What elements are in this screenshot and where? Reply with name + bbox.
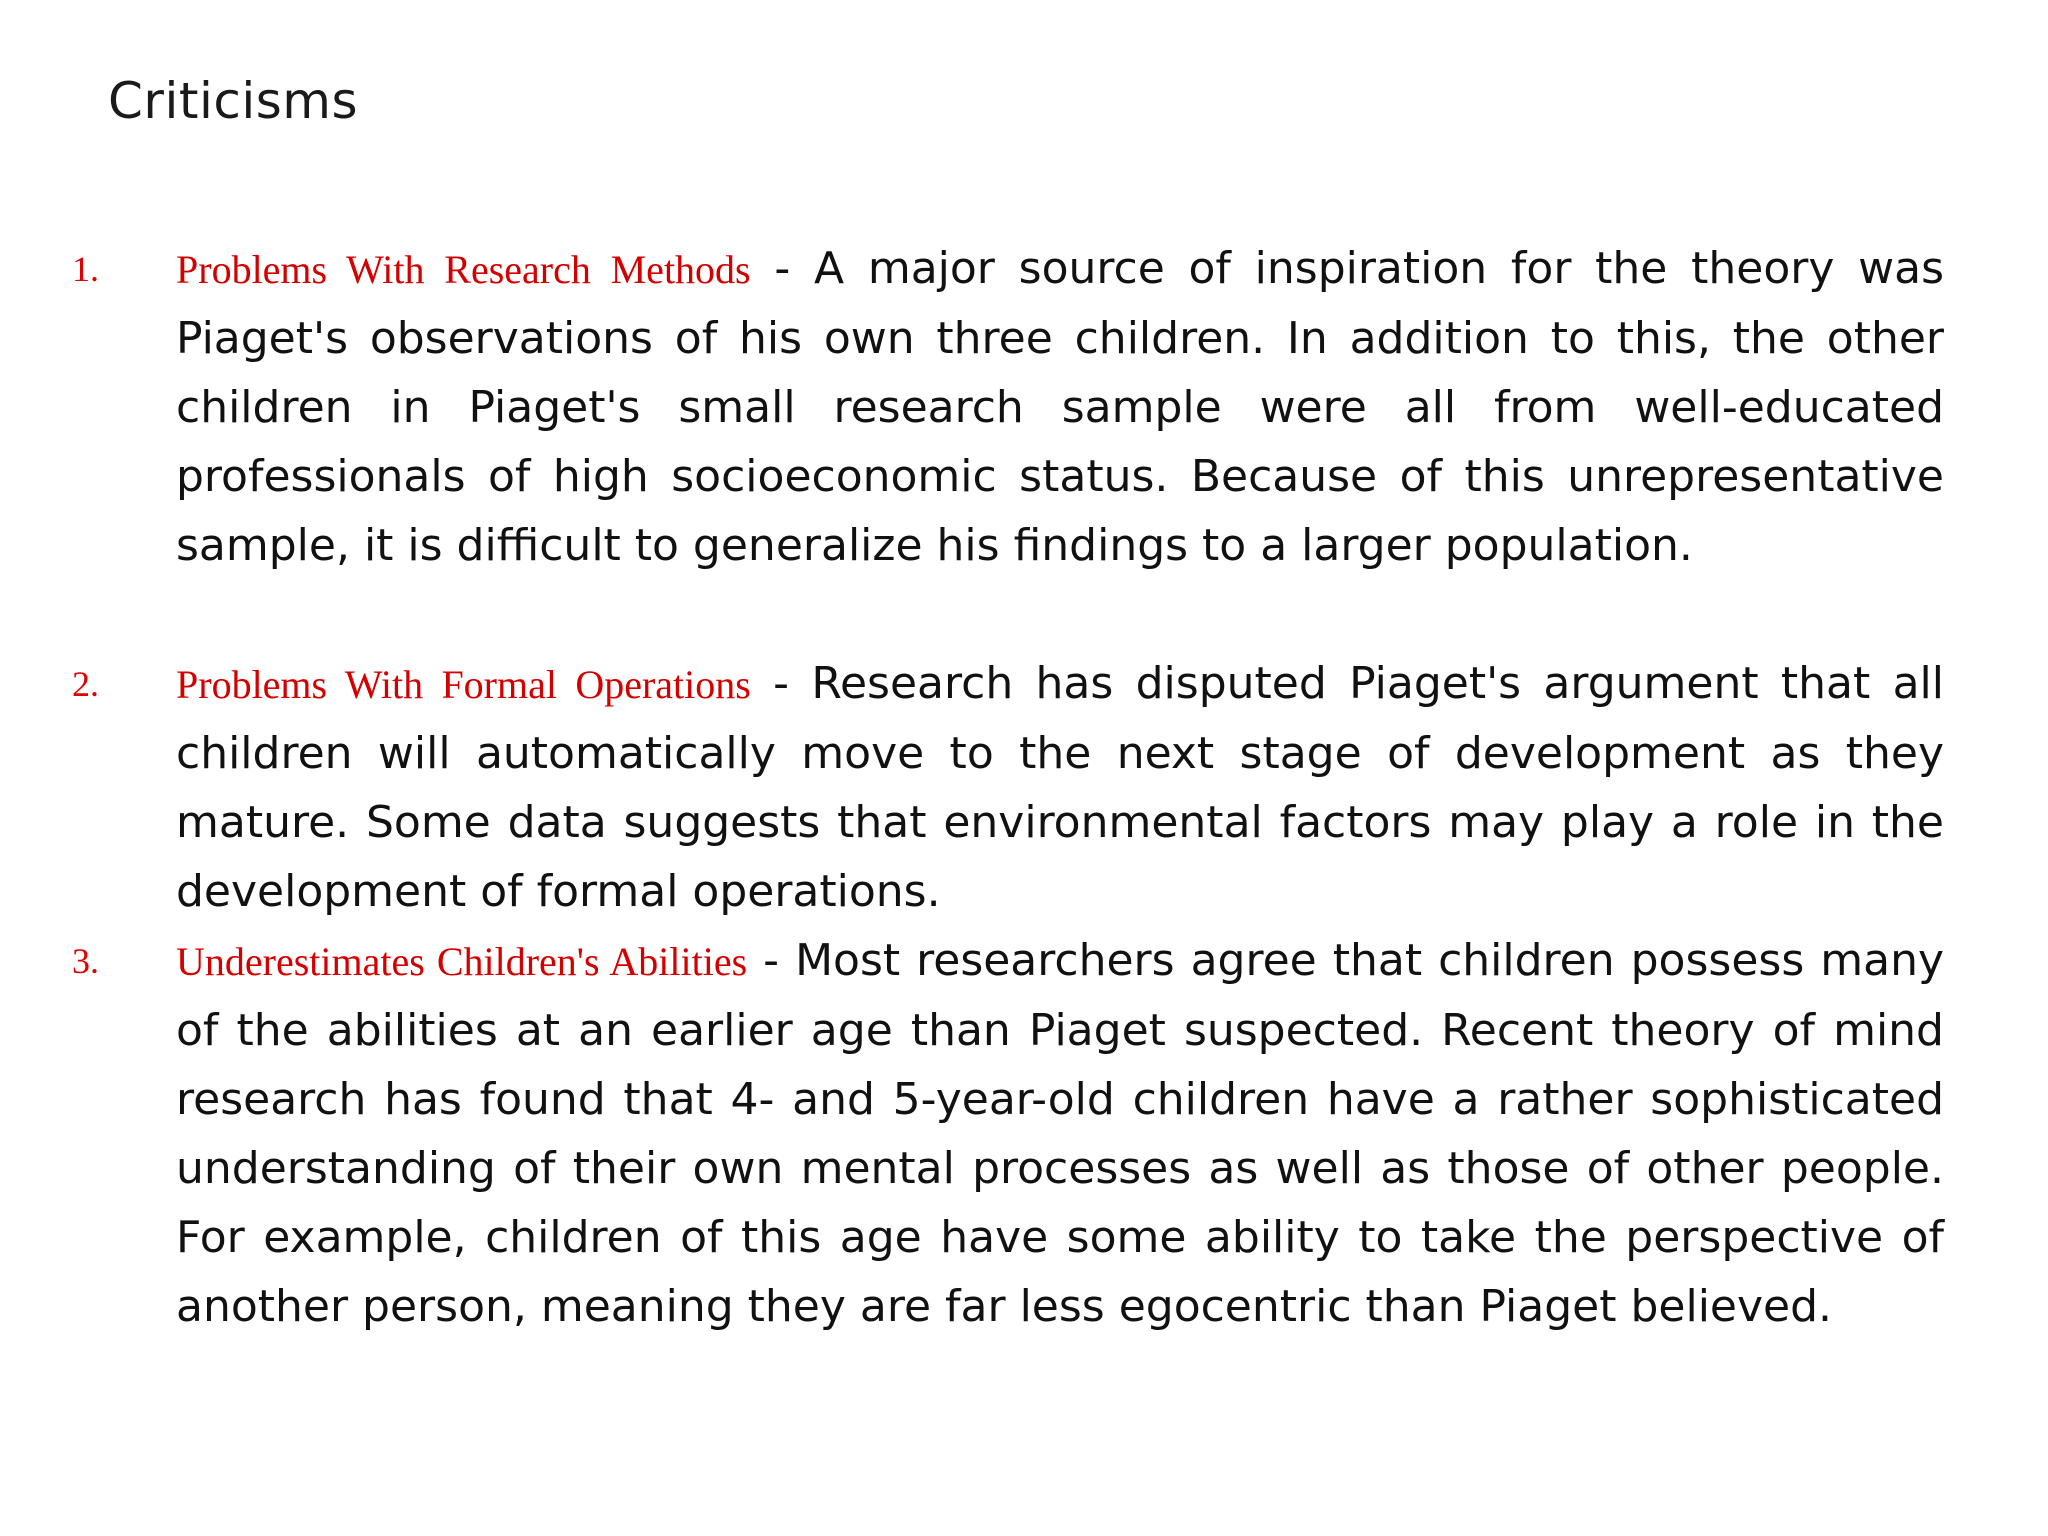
item-separator: - — [750, 243, 814, 294]
item-heading: Underestimates Children's Abilities — [176, 939, 748, 984]
item-heading: Problems With Formal Operations — [176, 662, 751, 707]
item-number: 3. — [72, 941, 99, 981]
item-number: 2. — [72, 664, 99, 704]
item-separator: - — [750, 658, 812, 709]
item-text: A major source of inspiration for the theory was Piaget's observations of his own three children. In addition to this, the other children in Piaget's small research sample were all from well-educated professionals of high socioeconomic status. Because of this unrepresentative sample, it is difficult to generalize his findings to a larger population. — [176, 243, 1944, 571]
item-separator: - — [747, 935, 796, 986]
item-number: 1. — [72, 249, 99, 289]
item-text: Most researchers agree that children possess many of the abilities at an earlier age than Piaget suspected. Recent theory of mind research has found that 4- and 5-year-old children have a rather sophisticated understanding of their own mental processes as well as those of other people. For example, children of this age have some ability to take the perspective of another person, meaning they are far less egocentric than Piaget believed. — [176, 935, 1944, 1332]
item-body — [176, 234, 1944, 580]
item-body — [176, 926, 1944, 1341]
item-body — [176, 649, 1944, 926]
item-heading: Problems With Research Methods — [176, 247, 751, 292]
slide-title: Criticisms — [108, 72, 359, 130]
item-text: Research has disputed Piaget's argument that all children will automatically move to the next stage of development as they mature. Some data suggests that environmental factors may play a role in the development of formal operations. — [176, 658, 1945, 917]
